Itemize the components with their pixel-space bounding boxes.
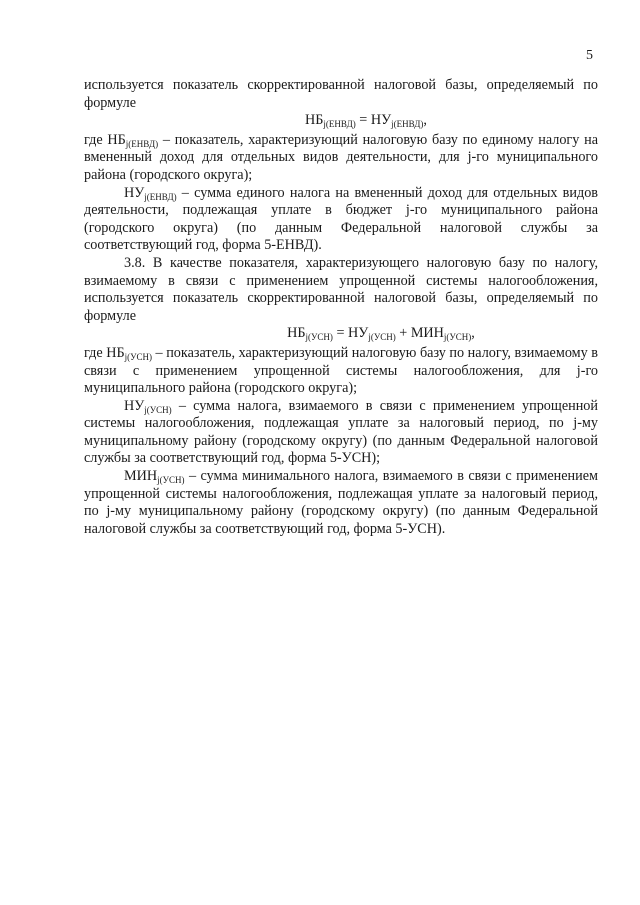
- definition-nb-envd: [84, 132, 598, 185]
- formula-envd: [84, 112, 598, 130]
- formula-usn-lhs: НБ: [287, 325, 306, 342]
- formula-envd-tail: ,: [423, 112, 427, 129]
- formula-usn-equals: =: [332, 325, 349, 342]
- definition-text: – сумма налога, взимаемого в связи с применением упрощенной системы налогообложения, подлежащая уплате за налоговый период, по j-му муниципальному району (городскому округу) (по данным Федеральной налоговой службы за соответствующий год, форма 5-УСН);: [84, 397, 598, 467]
- formula-usn-lhs-index: j(УСН): [305, 332, 333, 343]
- formula-usn-term1: НУ: [348, 325, 369, 342]
- definition-symbol: МИН: [124, 468, 158, 485]
- formula-envd-lhs: НБ: [305, 112, 324, 129]
- formula-usn-tail: ,: [471, 325, 475, 342]
- body-text: [84, 77, 598, 538]
- definition-symbol: НУ: [124, 397, 145, 414]
- definition-text: – показатель, характеризующий налоговую базу по налогу, взимаемому в связи с применением упрощенной системы налогообложения, для j-го муниципального района (городского округа);: [84, 344, 598, 397]
- formula-envd-lhs-index: j(ЕНВД): [323, 119, 356, 130]
- definition-symbol-index: j(УСН): [124, 351, 152, 362]
- definition-symbol-index: j(ЕНВД): [125, 138, 159, 149]
- formula-usn-term1-index: j(УСН): [368, 332, 396, 343]
- definition-symbol: НУ: [124, 184, 145, 201]
- definition-prefix: где: [84, 344, 107, 361]
- definition-symbol-index: j(ЕНВД): [144, 191, 177, 202]
- formula-usn-term2-index: j(УСН): [443, 332, 472, 343]
- formula-usn: [84, 325, 598, 343]
- formula-usn-term2: МИН: [410, 325, 444, 342]
- definition-symbol-index: j(УСН): [157, 475, 185, 486]
- definition-nb-usn: [84, 345, 598, 398]
- paragraph-intro: используется показатель скорректированной налоговой базы, определяемый по формуле: [84, 77, 598, 111]
- formula-envd-rhs: НУ: [370, 112, 392, 129]
- definition-symbol-index: j(УСН): [144, 404, 172, 415]
- definition-text: – сумма единого налога на вмененный доход для отдельных видов деятельности, подлежащая уплате в бюджет j-го муниципального района (городского округа) (по данным Федеральной налоговой службы за соответствующий год, форма 5-ЕНВД).: [84, 184, 598, 254]
- definition-nu-usn: [84, 398, 598, 468]
- definition-symbol: НБ: [107, 131, 126, 148]
- paragraph-3-8: 3.8. В качестве показателя, характеризующего налоговую базу по налогу, взимаемому в связи с применением упрощенной системы налогообложения, используется показатель скорректированной налоговой базы, определяемый по формуле: [84, 254, 598, 324]
- definition-min-usn: [84, 468, 598, 538]
- formula-usn-plus: +: [395, 325, 411, 342]
- definition-text: – сумма минимального налога, взимаемого в связи с применением упрощенной системы налогообложения, подлежащая уплате за налоговый период, по j-му муниципальному району (городскому округу) (по данным Федеральной налоговой службы за соответствующий год, форма 5-УСН).: [84, 468, 598, 537]
- definition-symbol: НБ: [106, 344, 125, 361]
- definition-prefix: где: [84, 131, 108, 148]
- page-number: 5: [586, 48, 593, 63]
- formula-envd-rhs-index: j(ЕНВД): [391, 119, 424, 130]
- definition-nu-envd: [84, 185, 598, 255]
- formula-envd-equals: =: [355, 112, 371, 129]
- definition-text: – показатель, характеризующий налоговую базу по единому налогу на вмененный доход для отдельных видов деятельности, для j-го муниципального района (городского округа);: [84, 131, 598, 183]
